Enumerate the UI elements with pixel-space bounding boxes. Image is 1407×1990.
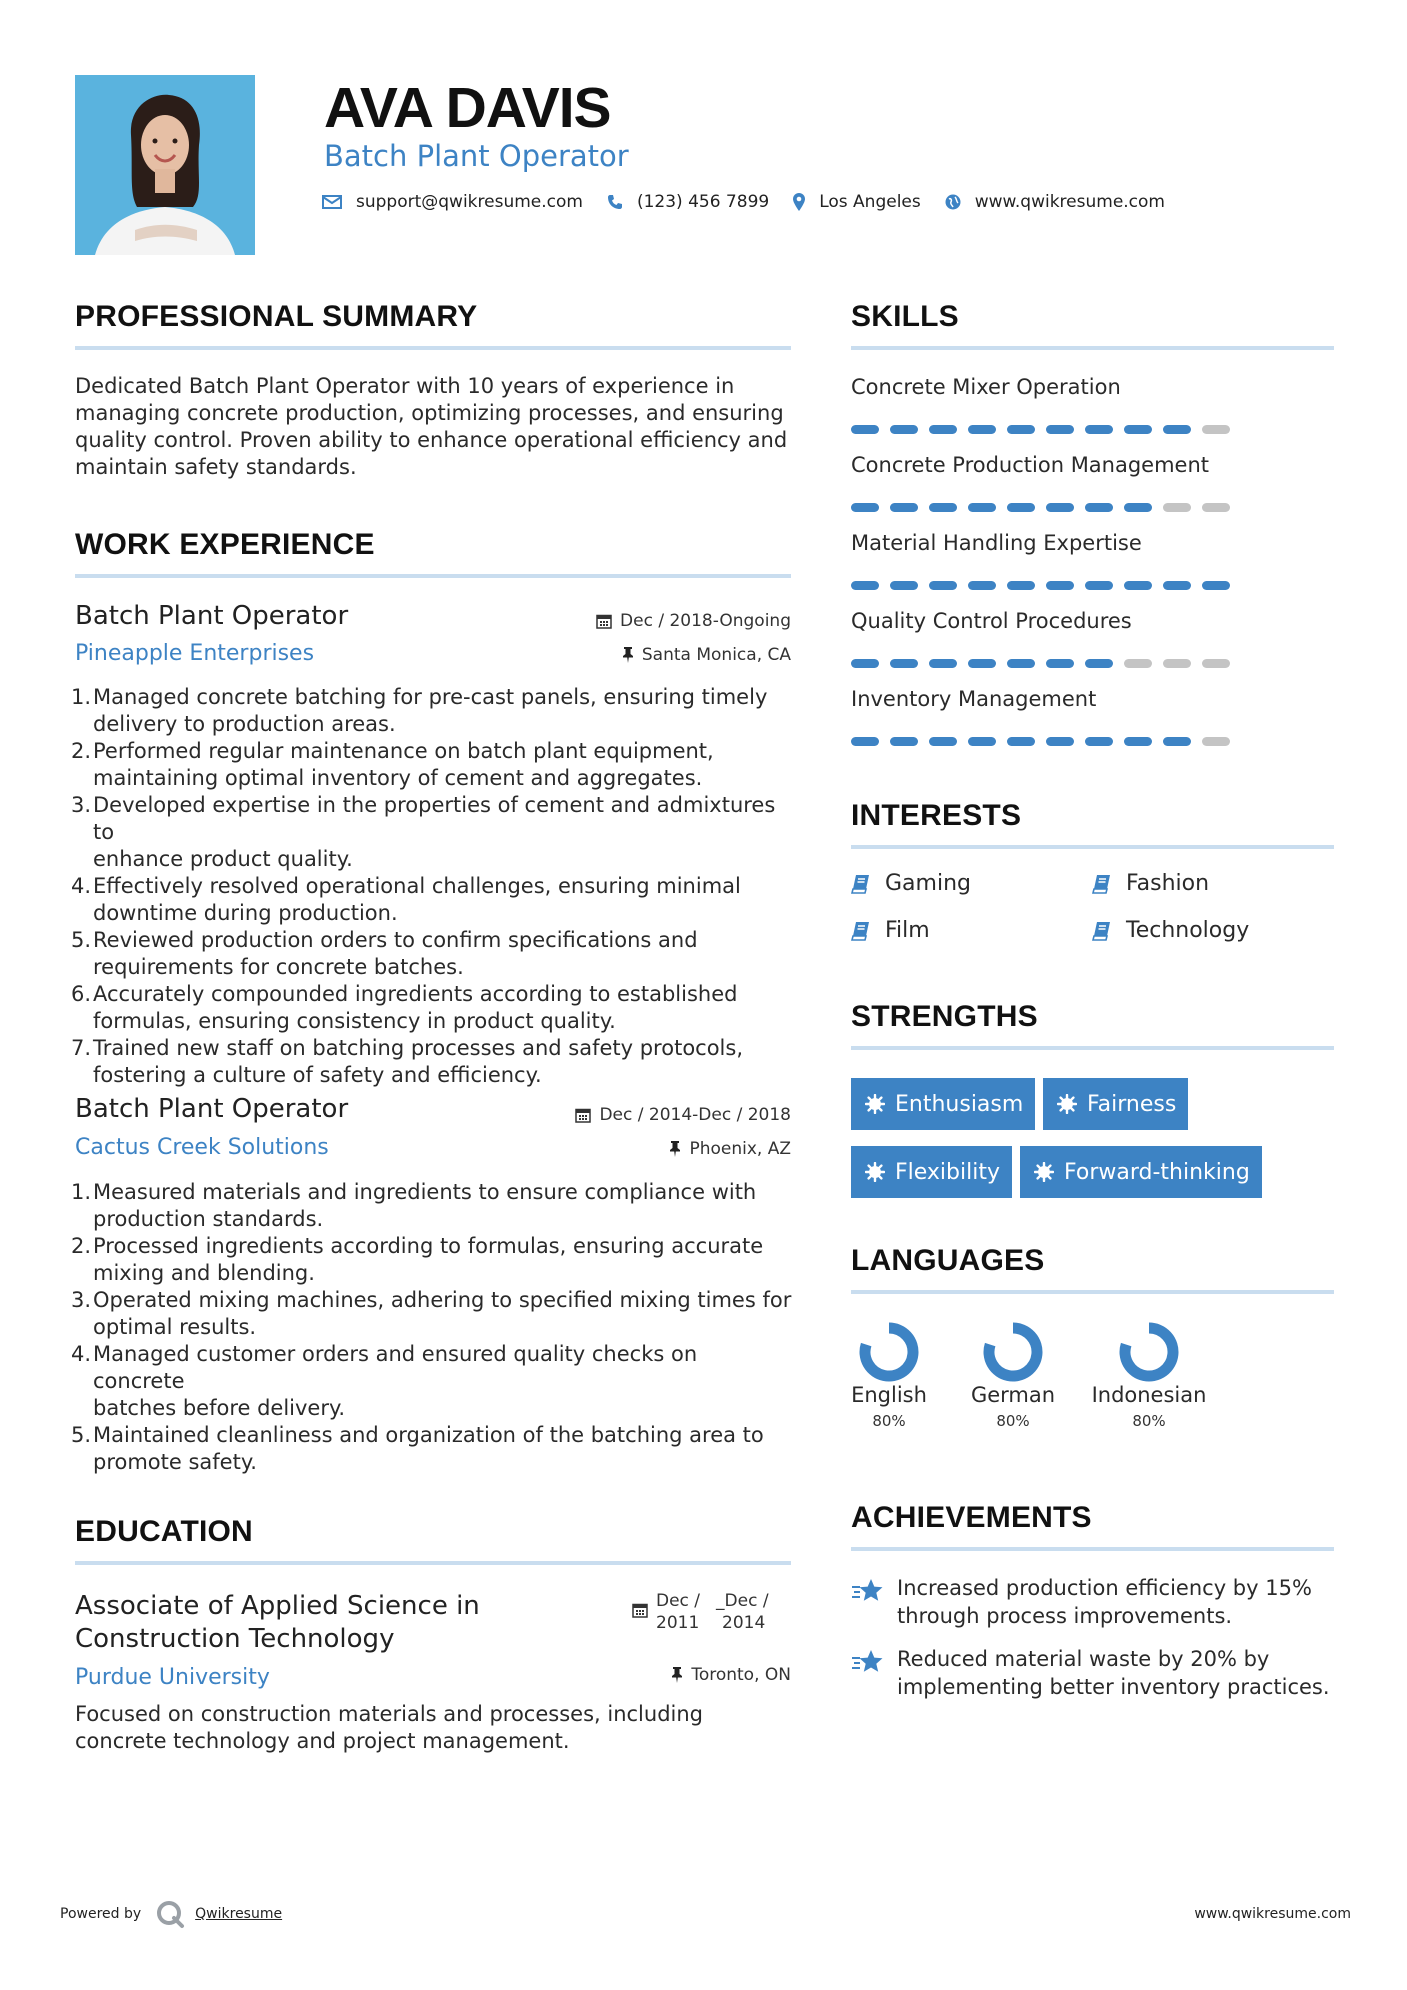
experience-divider bbox=[75, 574, 791, 578]
list-line: fostering a culture of safety and efficiency. bbox=[93, 1063, 542, 1087]
skill-dash-filled bbox=[929, 737, 957, 746]
skill-dash-filled bbox=[890, 581, 918, 590]
language-level-ring bbox=[1119, 1322, 1179, 1382]
pushpin-icon bbox=[671, 1667, 683, 1683]
summary-divider bbox=[75, 346, 791, 350]
list-item bbox=[71, 684, 795, 738]
candidate-title: Batch Plant Operator bbox=[324, 139, 629, 173]
education-location bbox=[671, 1664, 791, 1686]
job-title: Batch Plant Operator bbox=[75, 601, 349, 631]
pushpin-icon bbox=[669, 1141, 681, 1157]
summary-line: maintain safety standards. bbox=[75, 455, 357, 479]
list-line: Accurately compounded ingredients according to established bbox=[93, 982, 738, 1006]
date-start bbox=[656, 1590, 700, 1634]
job-location bbox=[669, 1138, 791, 1160]
education-line: concrete technology and project management. bbox=[75, 1729, 570, 1753]
strength-label: Enthusiasm bbox=[895, 1091, 1024, 1117]
interest-label: Technology bbox=[1126, 918, 1250, 943]
interest-item bbox=[851, 870, 971, 898]
skill-level-bar bbox=[851, 737, 1241, 746]
skill-dash-empty bbox=[1202, 425, 1230, 434]
summary-text bbox=[75, 373, 795, 481]
achievement-item bbox=[851, 1645, 1330, 1701]
star-icon bbox=[851, 1649, 885, 1675]
list-item bbox=[71, 1422, 795, 1476]
education-heading: EDUCATION bbox=[75, 1515, 253, 1548]
skill-dash-filled bbox=[929, 659, 957, 668]
interests-heading: INTERESTS bbox=[851, 799, 1022, 832]
list-line: Reviewed production orders to confirm specifications and bbox=[93, 928, 698, 952]
book-icon bbox=[1092, 874, 1112, 894]
list-line: Processed ingredients according to formulas, ensuring accurate bbox=[93, 1234, 764, 1258]
skill-dash-filled bbox=[929, 503, 957, 512]
skill-dash-filled bbox=[1085, 659, 1113, 668]
list-line: downtime during production. bbox=[93, 901, 398, 925]
strength-chip bbox=[851, 1146, 1012, 1198]
list-item bbox=[71, 1341, 795, 1422]
skill-level-bar bbox=[851, 503, 1241, 512]
phone-text: (123) 456 7899 bbox=[636, 192, 770, 212]
skill-dash-filled bbox=[968, 737, 996, 746]
profile-photo bbox=[75, 75, 255, 255]
list-line: delivery to production areas. bbox=[93, 712, 396, 736]
powered-by-text: Powered by bbox=[60, 1906, 142, 1922]
list-line: Managed customer orders and ensured quality checks on concrete bbox=[93, 1342, 698, 1393]
list-number: 4. bbox=[71, 874, 92, 898]
school-name: Purdue University bbox=[75, 1665, 270, 1690]
skill-dash-empty bbox=[1163, 503, 1191, 512]
skill-dash-filled bbox=[1007, 737, 1035, 746]
strength-label: Forward-thinking bbox=[1064, 1159, 1250, 1185]
job-location bbox=[622, 644, 791, 666]
skill-dash-filled bbox=[1007, 659, 1035, 668]
book-icon bbox=[1092, 921, 1112, 941]
skill-dash-filled bbox=[1085, 581, 1113, 590]
list-line: Effectively resolved operational challenges, ensuring minimal bbox=[93, 874, 741, 898]
job-location-text: Phoenix, AZ bbox=[689, 1139, 791, 1159]
skill-dash-filled bbox=[890, 503, 918, 512]
job-title: Batch Plant Operator bbox=[75, 1094, 349, 1124]
job-location-text: Santa Monica, CA bbox=[641, 645, 791, 665]
list-number: 2. bbox=[71, 739, 92, 763]
list-line: maintaining optimal inventory of cement and aggregates. bbox=[93, 766, 703, 790]
job-duties bbox=[71, 684, 795, 1089]
achievement-line: implementing better inventory practices. bbox=[897, 1675, 1330, 1699]
list-line: promote safety. bbox=[93, 1450, 257, 1474]
skill-dash-filled bbox=[1046, 581, 1074, 590]
skill-name: Inventory Management bbox=[851, 687, 1097, 711]
job-duties bbox=[71, 1179, 795, 1476]
language-percent: 80% bbox=[1132, 1412, 1166, 1430]
language-item bbox=[1089, 1322, 1209, 1432]
list-number: 6. bbox=[71, 982, 92, 1006]
skill-level-bar bbox=[851, 581, 1241, 590]
list-item bbox=[71, 738, 795, 792]
strength-chip bbox=[1043, 1078, 1188, 1130]
languages-divider bbox=[851, 1290, 1334, 1294]
company-name: Pineapple Enterprises bbox=[75, 641, 315, 666]
skill-dash-filled bbox=[851, 425, 879, 434]
list-line: batches before delivery. bbox=[93, 1396, 346, 1420]
list-number: 7. bbox=[71, 1036, 92, 1060]
skill-dash-filled bbox=[851, 581, 879, 590]
job-date bbox=[596, 610, 791, 632]
list-item bbox=[71, 1287, 795, 1341]
summary-line: Dedicated Batch Plant Operator with 10 years of experience in bbox=[75, 374, 735, 398]
achievement-line: through process improvements. bbox=[897, 1604, 1233, 1628]
skill-dash-filled bbox=[1124, 581, 1152, 590]
calendar-icon bbox=[596, 613, 612, 629]
education-line: Focused on construction materials and processes, including bbox=[75, 1702, 704, 1726]
company-name: Cactus Creek Solutions bbox=[75, 1135, 329, 1160]
footer-powered-by bbox=[60, 1899, 282, 1929]
contact-location bbox=[793, 192, 921, 212]
contact-website[interactable] bbox=[945, 192, 1165, 212]
qwikresume-link[interactable]: Qwikresume bbox=[195, 1906, 283, 1922]
envelope-icon bbox=[322, 194, 342, 210]
skill-dash-filled bbox=[968, 581, 996, 590]
badge-icon bbox=[1034, 1162, 1054, 1182]
achievement-line: Reduced material waste by 20% by bbox=[897, 1647, 1270, 1671]
calendar-icon bbox=[575, 1107, 591, 1123]
skill-dash-filled bbox=[851, 659, 879, 668]
skill-dash-filled bbox=[968, 659, 996, 668]
book-icon bbox=[851, 921, 871, 941]
languages-heading: LANGUAGES bbox=[851, 1244, 1045, 1277]
skill-dash-filled bbox=[890, 737, 918, 746]
badge-icon bbox=[1057, 1094, 1077, 1114]
skill-dash-filled bbox=[1085, 737, 1113, 746]
skill-dash-filled bbox=[1124, 503, 1152, 512]
skill-dash-filled bbox=[1007, 425, 1035, 434]
degree-line: Construction Technology bbox=[75, 1624, 395, 1654]
calendar-icon bbox=[632, 1602, 648, 1618]
list-line: Developed expertise in the properties of cement and admixtures to bbox=[93, 793, 776, 844]
list-item bbox=[71, 792, 795, 873]
skill-level-bar bbox=[851, 425, 1241, 434]
experience-heading: WORK EXPERIENCE bbox=[75, 528, 375, 561]
list-line: optimal results. bbox=[93, 1315, 257, 1339]
interest-label: Film bbox=[885, 918, 930, 943]
interest-label: Gaming bbox=[885, 871, 971, 896]
skills-divider bbox=[851, 346, 1334, 350]
skill-dash-filled bbox=[890, 425, 918, 434]
language-name: Indonesian bbox=[1091, 1383, 1207, 1407]
list-number: 5. bbox=[71, 928, 92, 952]
summary-heading: PROFESSIONAL SUMMARY bbox=[75, 300, 478, 333]
language-level-arc bbox=[989, 1328, 1037, 1376]
skill-dash-filled bbox=[1007, 503, 1035, 512]
skill-name: Quality Control Procedures bbox=[851, 609, 1132, 633]
skill-dash-empty bbox=[1202, 659, 1230, 668]
degree-title bbox=[75, 1590, 480, 1656]
strength-label: Flexibility bbox=[895, 1159, 1000, 1185]
degree-line: Associate of Applied Science in bbox=[75, 1591, 480, 1621]
language-level-ring bbox=[859, 1322, 919, 1382]
interest-label: Fashion bbox=[1126, 871, 1210, 896]
list-line: Trained new staff on batching processes and safety protocols, bbox=[93, 1036, 744, 1060]
skill-dash-filled bbox=[1046, 425, 1074, 434]
skill-dash-empty bbox=[1124, 659, 1152, 668]
education-description bbox=[75, 1701, 795, 1755]
skill-name: Concrete Mixer Operation bbox=[851, 375, 1121, 399]
achievements-divider bbox=[851, 1547, 1334, 1551]
list-line: mixing and blending. bbox=[93, 1261, 315, 1285]
book-icon bbox=[851, 874, 871, 894]
email-text: support@qwikresume.com bbox=[356, 192, 583, 212]
list-item bbox=[71, 1179, 795, 1233]
job-date-text: Dec / 2014-Dec / 2018 bbox=[599, 1105, 791, 1125]
map-pin-icon bbox=[793, 193, 805, 211]
list-item bbox=[71, 981, 795, 1035]
date-end-month: _Dec / bbox=[716, 1591, 769, 1611]
language-percent: 80% bbox=[872, 1412, 906, 1430]
skill-dash-filled bbox=[1085, 503, 1113, 512]
contact-row bbox=[322, 192, 1189, 212]
skill-dash-filled bbox=[1007, 581, 1035, 590]
footer-website[interactable]: www.qwikresume.com bbox=[1194, 1906, 1351, 1922]
skill-name: Material Handling Expertise bbox=[851, 531, 1142, 555]
language-percent: 80% bbox=[996, 1412, 1030, 1430]
candidate-name: AVA DAVIS bbox=[324, 76, 611, 140]
interests-divider bbox=[851, 845, 1334, 849]
achievement-line: Increased production efficiency by 15% bbox=[897, 1576, 1312, 1600]
interest-item bbox=[851, 917, 930, 945]
list-line: enhance product quality. bbox=[93, 847, 353, 871]
list-number: 1. bbox=[71, 1180, 92, 1204]
language-name: German bbox=[970, 1383, 1056, 1407]
badge-icon bbox=[865, 1094, 885, 1114]
skill-dash-filled bbox=[890, 659, 918, 668]
list-line: Maintained cleanliness and organization of the batching area to bbox=[93, 1423, 764, 1447]
skill-dash-filled bbox=[968, 425, 996, 434]
skill-dash-empty bbox=[1202, 737, 1230, 746]
list-line: Measured materials and ingredients to ensure compliance with bbox=[93, 1180, 757, 1204]
language-item bbox=[953, 1322, 1073, 1432]
list-item bbox=[71, 873, 795, 927]
strength-chip bbox=[851, 1078, 1035, 1130]
list-line: Performed regular maintenance on batch plant equipment, bbox=[93, 739, 714, 763]
language-level-arc bbox=[1125, 1328, 1173, 1376]
interest-item bbox=[1092, 917, 1249, 945]
skill-dash-filled bbox=[1163, 425, 1191, 434]
pushpin-icon bbox=[622, 647, 634, 663]
language-level-ring bbox=[983, 1322, 1043, 1382]
strength-label: Fairness bbox=[1087, 1091, 1177, 1117]
strengths-heading: STRENGTHS bbox=[851, 1000, 1038, 1033]
list-number: 1. bbox=[71, 685, 92, 709]
contact-email[interactable] bbox=[322, 192, 583, 212]
education-divider bbox=[75, 1561, 791, 1565]
list-number: 3. bbox=[71, 793, 92, 817]
skills-heading: SKILLS bbox=[851, 300, 959, 333]
achievement-item bbox=[851, 1574, 1312, 1630]
date-end bbox=[716, 1590, 769, 1634]
summary-line: managing concrete production, optimizing processes, and ensuring bbox=[75, 401, 784, 425]
strengths-divider bbox=[851, 1046, 1334, 1050]
star-icon bbox=[851, 1578, 885, 1604]
skill-dash-filled bbox=[1163, 581, 1191, 590]
strength-chip bbox=[1020, 1146, 1262, 1198]
date-start-year: 2011 bbox=[656, 1613, 700, 1633]
skill-dash-empty bbox=[1202, 503, 1230, 512]
achievements-heading: ACHIEVEMENTS bbox=[851, 1501, 1092, 1534]
skill-dash-filled bbox=[1124, 737, 1152, 746]
skill-dash-filled bbox=[1163, 737, 1191, 746]
job-date bbox=[575, 1104, 791, 1126]
education-location-text: Toronto, ON bbox=[691, 1665, 791, 1685]
list-item bbox=[71, 1035, 795, 1089]
summary-line: quality control. Proven ability to enhance operational efficiency and bbox=[75, 428, 788, 452]
date-end-year: 2014 bbox=[722, 1613, 766, 1633]
skill-dash-filled bbox=[1085, 425, 1113, 434]
list-line: Managed concrete batching for pre-cast panels, ensuring timely bbox=[93, 685, 768, 709]
skill-dash-filled bbox=[1202, 581, 1230, 590]
skill-dash-filled bbox=[851, 503, 879, 512]
list-line: formulas, ensuring consistency in product quality. bbox=[93, 1009, 616, 1033]
list-line: requirements for concrete batches. bbox=[93, 955, 464, 979]
website-text: www.qwikresume.com bbox=[974, 192, 1165, 212]
skill-dash-empty bbox=[1163, 659, 1191, 668]
skill-dash-filled bbox=[1124, 425, 1152, 434]
list-item bbox=[71, 927, 795, 981]
list-line: production standards. bbox=[93, 1207, 324, 1231]
skill-dash-filled bbox=[929, 425, 957, 434]
qwikresume-logo-icon bbox=[155, 1899, 185, 1929]
list-line: Operated mixing machines, adhering to specified mixing times for bbox=[93, 1288, 792, 1312]
globe-icon bbox=[945, 194, 961, 210]
skill-dash-filled bbox=[968, 503, 996, 512]
language-name: English bbox=[851, 1383, 927, 1407]
contact-phone[interactable] bbox=[607, 192, 769, 212]
badge-icon bbox=[865, 1162, 885, 1182]
skill-dash-filled bbox=[1046, 659, 1074, 668]
list-number: 3. bbox=[71, 1288, 92, 1312]
location-text: Los Angeles bbox=[819, 192, 921, 212]
language-level-arc bbox=[865, 1328, 913, 1376]
skill-name: Concrete Production Management bbox=[851, 453, 1210, 477]
list-number: 2. bbox=[71, 1234, 92, 1258]
education-date bbox=[632, 1590, 769, 1634]
skill-dash-filled bbox=[851, 737, 879, 746]
phone-icon bbox=[607, 194, 623, 210]
date-start-month: Dec / bbox=[656, 1591, 701, 1611]
skill-dash-filled bbox=[1046, 737, 1074, 746]
skill-level-bar bbox=[851, 659, 1241, 668]
job-date-text: Dec / 2018-Ongoing bbox=[620, 611, 791, 631]
skill-dash-filled bbox=[929, 581, 957, 590]
list-item bbox=[71, 1233, 795, 1287]
list-number: 4. bbox=[71, 1342, 92, 1366]
list-number: 5. bbox=[71, 1423, 92, 1447]
skill-dash-filled bbox=[1046, 503, 1074, 512]
interest-item bbox=[1092, 870, 1209, 898]
language-item bbox=[829, 1322, 949, 1432]
